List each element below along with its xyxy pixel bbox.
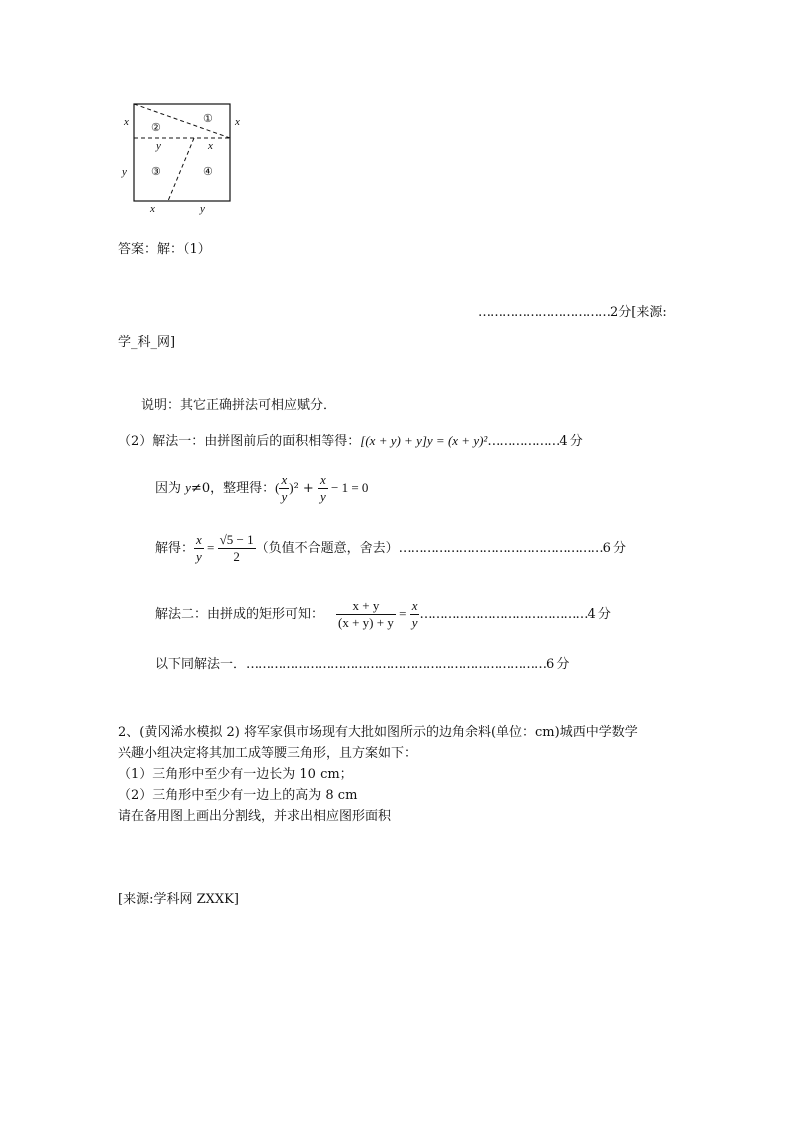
part2-score: ………………4 分 — [487, 434, 582, 449]
m2-frac-left: $\frac{x + y}{(x + y) + y}$ — [338, 598, 394, 630]
problem2-line2: 兴趣小组决定将其加工成等腰三角形，且方案如下： — [118, 746, 418, 761]
square-dissection-figure — [118, 100, 248, 218]
region-2-label: ② — [151, 122, 161, 134]
eq2-tail: − 1 = 0 — [327, 480, 369, 495]
m2-score: ……………………………………4 分 — [419, 607, 610, 622]
m2-frac-right: $\frac{x}{y}$ — [411, 598, 418, 630]
solve-label: 解得： — [155, 541, 195, 556]
source-line: 学_科_网] — [118, 335, 176, 350]
score-tail: 2分[来源: — [610, 305, 667, 320]
because-post: ≠0，整理得： — [190, 481, 276, 496]
region-3-label: ③ — [151, 166, 161, 178]
score-line-1 — [478, 301, 667, 320]
method2-label: 解法二：由拼成的矩形可知： — [155, 607, 325, 622]
rest-label: 以下同解法一． — [155, 657, 247, 672]
outer-square — [134, 104, 230, 201]
because-pre: 因为 — [155, 481, 186, 496]
m2-eq: = — [395, 606, 410, 621]
part2-label: （2）解法一：由拼图前后的面积相等得： — [118, 434, 361, 449]
score-dots: …………………………… — [478, 305, 610, 320]
rest-line — [155, 653, 568, 672]
sol-frac-right: $\frac{√5 - 1}{2}$ — [219, 532, 254, 564]
problem2-line5: 请在备用图上画出分割线，并求出相应图形面积 — [118, 809, 392, 824]
part2-equation: [(x + y) + y]y = (x + y)² — [360, 433, 488, 448]
region-4-label: ④ — [203, 166, 213, 178]
sol-note: （负值不合题意，舍去） — [255, 541, 399, 556]
problem2-source: [来源:学科网 ZXXK] — [118, 892, 239, 907]
diagonal-dashed-line-top — [134, 104, 230, 138]
part2-line — [118, 430, 582, 449]
because-var: y — [185, 480, 191, 495]
eq2-frac-2: $\frac{x}{y}$ — [319, 472, 326, 504]
left-x-label: x — [124, 116, 129, 128]
problem2-line3: （1）三角形中至少有一边长为 10 cm； — [118, 767, 353, 782]
eq2-square: ² — [293, 481, 299, 496]
sol-frac-left: $\frac{x}{y}$ — [196, 532, 202, 564]
answer-intro: 答案：解：（1） — [118, 242, 211, 257]
problem2-line1: 2、(黄冈浠水模拟 2) 将军家俱市场现有大批如图所示的边角余料(单位：cm)城西中学数学 — [118, 725, 638, 740]
problem2-line4: （2）三角形中至少有一边上的高为 8 cm — [118, 788, 358, 803]
left-y-label: y — [122, 166, 127, 178]
right-x-label: x — [235, 116, 240, 128]
eq2-frac-1: $\frac{x}{y}$ — [281, 472, 288, 504]
bottom-y-label: y — [200, 203, 205, 215]
because-line: 因为 y≠0，整理得：( $\frac{x}{y}$ )² + $\frac{x}{y}$ − 1 = 0 — [155, 472, 369, 504]
note-line: 说明：其它正确拼法可相应赋分． — [141, 398, 337, 413]
solve-line — [155, 532, 625, 565]
mid-x-label: x — [208, 140, 213, 152]
eq2-plus: + — [298, 481, 318, 496]
region-1-label: ① — [203, 113, 213, 125]
sol-eq: = — [203, 540, 218, 555]
sol-score: ……………………………………………6 分 — [398, 541, 626, 556]
method2-line — [155, 598, 610, 631]
mid-y-label: y — [156, 140, 161, 152]
rest-score: …………………………………………………………………6 分 — [246, 657, 569, 672]
bottom-x-label: x — [150, 203, 155, 215]
diagonal-dashed-line-bottom — [168, 138, 194, 201]
